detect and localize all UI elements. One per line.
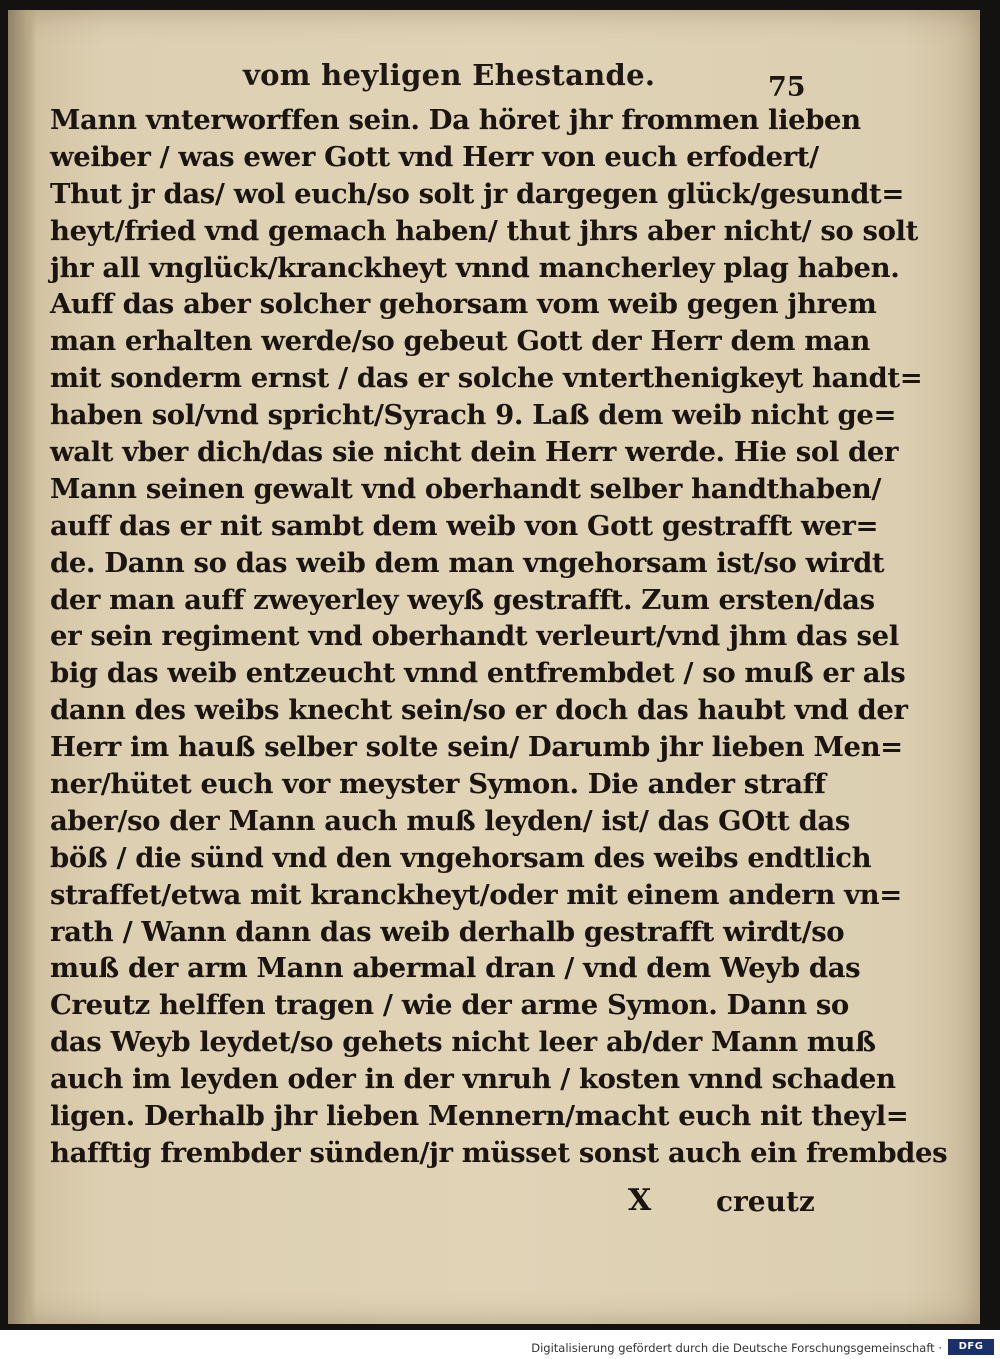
- text-line: jhr all vnglück/kranckheyt vnnd mancherley plag haben.: [50, 251, 900, 284]
- text-line: man erhalten werde/so gebeut Gott der Herr dem man: [50, 325, 870, 358]
- text-line: haben sol/vnd spricht/Syrach 9. Laß dem weib nicht ge=: [50, 399, 897, 432]
- footer-bar: [0, 1330, 1000, 1359]
- page-gutter-shadow: [8, 10, 36, 1324]
- text-line: weiber / was ewer Gott vnd Herr von euch erfodert/: [50, 140, 819, 173]
- text-line: ner/hütet euch vor meyster Symon. Die ander straff: [50, 768, 826, 801]
- text-line: mit sonderm ernst / das er solche vnterthenigkeyt handt=: [50, 362, 923, 395]
- catchline: [8, 1183, 1000, 1227]
- text-line: hafftig frembder sünden/jr müsset sonst auch ein frembdes: [50, 1136, 948, 1169]
- funding-credit: Digitalisierung gefördert durch die Deutsche Forschungsgemeinschaft ·: [531, 1341, 942, 1355]
- text-line: straffet/etwa mit kranckheyt/oder mit einem andern vn=: [50, 878, 902, 911]
- text-line: muß der arm Mann abermal dran / vnd dem Weyb das: [50, 952, 861, 985]
- catchword: creutz: [716, 1185, 815, 1218]
- text-line: Mann vnterworffen sein. Da höret jhr frommen lieben: [50, 104, 861, 136]
- text-line: aber/so der Mann auch muß leyden/ ist/ das GOtt das: [50, 804, 850, 837]
- text-line: er sein regiment vnd oberhandt verleurt/vnd jhm das sel: [50, 620, 899, 653]
- page-number: 75: [768, 72, 806, 103]
- signature-mark: X: [628, 1183, 652, 1218]
- running-head: vom heyligen Ehestande.: [243, 58, 656, 92]
- text-line: auff das er nit sambt dem weib von Gott gestrafft wer=: [50, 509, 879, 542]
- text-line: Thut jr das/ wol euch/so solt jr dargegen glück/gesundt=: [50, 177, 904, 210]
- text-line: big das weib entzeucht vnnd entfrembdet / so muß er als: [50, 657, 906, 690]
- text-line: Auff das aber solcher gehorsam vom weib gegen jhrem: [50, 288, 877, 321]
- book-page: [8, 10, 980, 1324]
- text-line: walt vber dich/das sie nicht dein Herr werde. Hie sol der: [50, 436, 899, 469]
- text-line: de. Dann so das weib dem man vngehorsam ist/so wirdt: [50, 546, 885, 579]
- body-text: [50, 102, 948, 1172]
- text-line: heyt/fried vnd gemach haben/ thut jhrs aber nicht/ so solt: [50, 214, 918, 247]
- dfg-logo[interactable]: DFG: [948, 1339, 994, 1355]
- text-line: der man auff zweyerley weyß gestrafft. Zum ersten/das: [50, 583, 875, 616]
- text-line: ligen. Derhalb jhr lieben Mennern/macht euch nit theyl=: [50, 1100, 909, 1133]
- text-line: das Weyb leydet/so gehets nicht leer ab/der Mann muß: [50, 1026, 876, 1059]
- text-line: rath / Wann dann das weib derhalb gestrafft wirdt/so: [50, 915, 845, 948]
- text-line: dann des weibs knecht sein/so er doch das haubt vnd der: [50, 694, 908, 727]
- text-line: Herr im hauß selber solte sein/ Darumb jhr lieben Men=: [50, 731, 903, 764]
- text-line: Mann seinen gewalt vnd oberhandt selber handthaben/: [50, 472, 882, 505]
- text-line: böß / die sünd vnd den vngehorsam des weibs endtlich: [50, 841, 872, 874]
- text-line: Creutz helffen tragen / wie der arme Symon. Dann so: [50, 989, 849, 1022]
- text-line: auch im leyden oder in der vnruh / kosten vnnd schaden: [50, 1063, 896, 1096]
